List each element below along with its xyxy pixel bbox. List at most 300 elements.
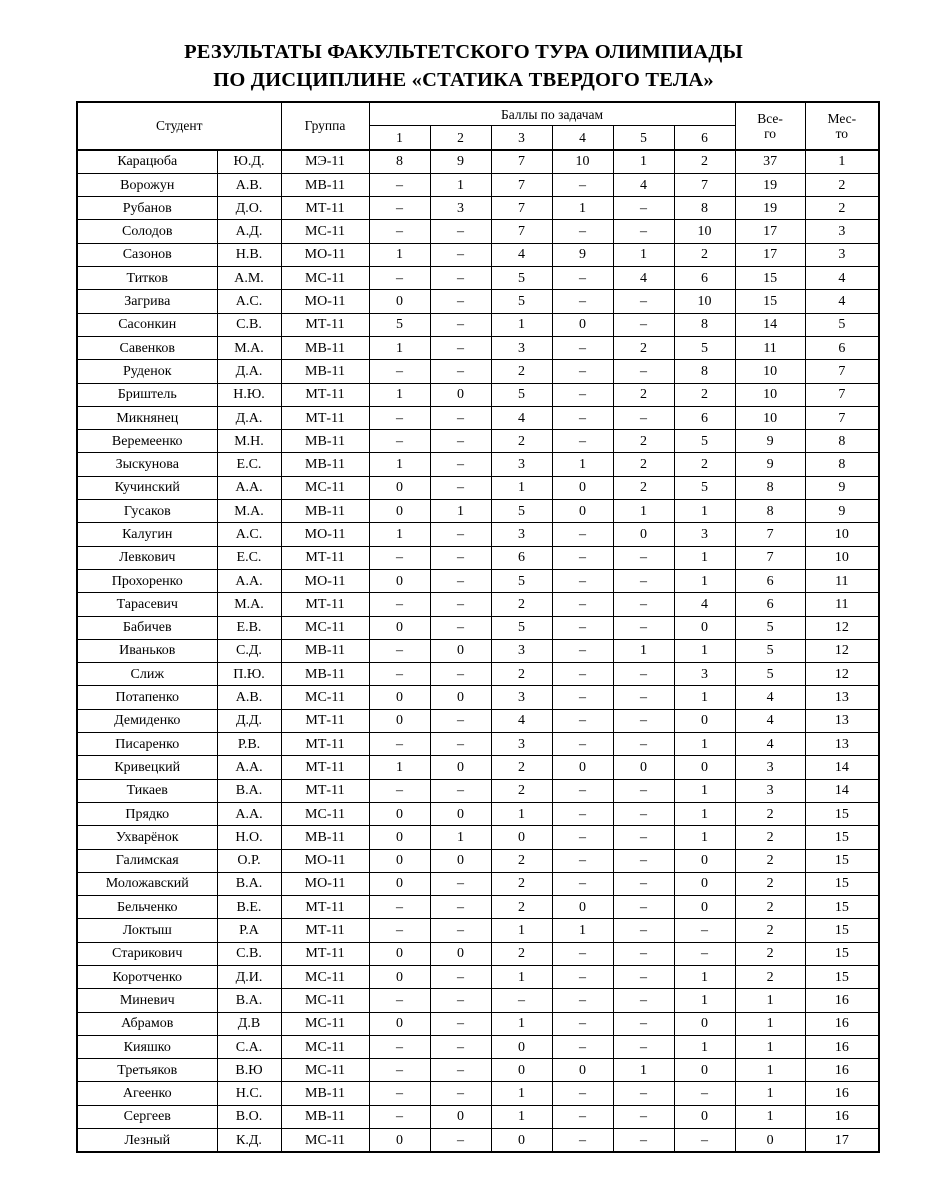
initials-cell: Р.А: [217, 919, 281, 942]
header-total-line1: Все-: [757, 110, 783, 126]
group-cell: МВ-11: [281, 663, 369, 686]
initials-cell: В.Е.: [217, 896, 281, 919]
initials-cell: А.А.: [217, 476, 281, 499]
place-cell: 5: [805, 313, 879, 336]
table-row: [77, 500, 879, 523]
task-4-cell: –: [552, 430, 613, 453]
total-cell: 6: [735, 593, 805, 616]
task-4-cell: –: [552, 383, 613, 406]
table-row: [77, 616, 879, 639]
task-3-cell: 2: [491, 849, 552, 872]
header-total-line2: го: [764, 125, 777, 141]
initials-cell: В.Ю: [217, 1059, 281, 1082]
task-4-cell: –: [552, 1035, 613, 1058]
total-cell: 0: [735, 1129, 805, 1153]
task-4-cell: –: [552, 406, 613, 429]
task-3-cell: 5: [491, 267, 552, 290]
task-2-cell: –: [430, 896, 491, 919]
task-2-cell: –: [430, 267, 491, 290]
task-6-cell: 1: [674, 639, 735, 662]
task-3-cell: 1: [491, 965, 552, 988]
surname-cell: Иваньков: [77, 639, 217, 662]
group-cell: МО-11: [281, 872, 369, 895]
task-2-cell: –: [430, 616, 491, 639]
total-cell: 19: [735, 173, 805, 196]
task-5-cell: –: [613, 989, 674, 1012]
header-place: [805, 102, 879, 150]
task-1-cell: –: [369, 779, 430, 802]
task-2-cell: –: [430, 1035, 491, 1058]
task-6-cell: 1: [674, 989, 735, 1012]
task-1-cell: 0: [369, 872, 430, 895]
table-row: [77, 593, 879, 616]
surname-cell: Бабичев: [77, 616, 217, 639]
task-4-cell: –: [552, 523, 613, 546]
place-cell: 15: [805, 896, 879, 919]
total-cell: 9: [735, 453, 805, 476]
task-1-cell: –: [369, 173, 430, 196]
task-4-cell: –: [552, 802, 613, 825]
task-5-cell: –: [613, 686, 674, 709]
surname-cell: Тарасевич: [77, 593, 217, 616]
place-cell: 12: [805, 616, 879, 639]
task-1-cell: 1: [369, 756, 430, 779]
table-row: [77, 476, 879, 499]
task-5-cell: –: [613, 1012, 674, 1035]
task-3-cell: –: [491, 989, 552, 1012]
task-1-cell: –: [369, 919, 430, 942]
place-cell: 10: [805, 546, 879, 569]
place-cell: 10: [805, 523, 879, 546]
task-3-cell: 0: [491, 1059, 552, 1082]
task-5-cell: –: [613, 709, 674, 732]
surname-cell: Сазонов: [77, 243, 217, 266]
task-3-cell: 1: [491, 313, 552, 336]
surname-cell: Прохоренко: [77, 569, 217, 592]
group-cell: МС-11: [281, 616, 369, 639]
task-6-cell: 1: [674, 686, 735, 709]
group-cell: МВ-11: [281, 360, 369, 383]
task-5-cell: 4: [613, 267, 674, 290]
task-6-cell: 2: [674, 453, 735, 476]
total-cell: 1: [735, 989, 805, 1012]
task-5-cell: 2: [613, 430, 674, 453]
task-2-cell: –: [430, 243, 491, 266]
header-task-3: 3: [491, 126, 552, 150]
group-cell: МТ-11: [281, 406, 369, 429]
task-3-cell: 1: [491, 919, 552, 942]
task-2-cell: 9: [430, 150, 491, 174]
task-6-cell: 1: [674, 802, 735, 825]
task-4-cell: –: [552, 173, 613, 196]
task-5-cell: –: [613, 896, 674, 919]
task-3-cell: 3: [491, 733, 552, 756]
task-4-cell: 0: [552, 476, 613, 499]
task-5-cell: –: [613, 360, 674, 383]
place-cell: 1: [805, 150, 879, 174]
surname-cell: Агеенко: [77, 1082, 217, 1105]
table-row: [77, 406, 879, 429]
task-4-cell: –: [552, 942, 613, 965]
task-1-cell: –: [369, 989, 430, 1012]
task-3-cell: 4: [491, 709, 552, 732]
place-cell: 7: [805, 383, 879, 406]
initials-cell: А.С.: [217, 523, 281, 546]
task-3-cell: 7: [491, 150, 552, 174]
surname-cell: Кучинский: [77, 476, 217, 499]
task-3-cell: 7: [491, 220, 552, 243]
task-5-cell: –: [613, 546, 674, 569]
total-cell: 1: [735, 1012, 805, 1035]
task-2-cell: 1: [430, 173, 491, 196]
task-5-cell: –: [613, 779, 674, 802]
place-cell: 4: [805, 267, 879, 290]
task-3-cell: 5: [491, 500, 552, 523]
task-2-cell: –: [430, 663, 491, 686]
task-6-cell: 1: [674, 569, 735, 592]
task-4-cell: –: [552, 989, 613, 1012]
group-cell: МВ-11: [281, 826, 369, 849]
task-2-cell: –: [430, 709, 491, 732]
task-3-cell: 2: [491, 872, 552, 895]
initials-cell: Д.И.: [217, 965, 281, 988]
initials-cell: А.С.: [217, 290, 281, 313]
initials-cell: М.А.: [217, 500, 281, 523]
task-6-cell: 1: [674, 733, 735, 756]
task-3-cell: 1: [491, 1012, 552, 1035]
task-5-cell: –: [613, 733, 674, 756]
task-4-cell: –: [552, 733, 613, 756]
group-cell: МС-11: [281, 220, 369, 243]
table-row: [77, 756, 879, 779]
surname-cell: Сасонкин: [77, 313, 217, 336]
initials-cell: П.Ю.: [217, 663, 281, 686]
task-1-cell: –: [369, 360, 430, 383]
task-6-cell: –: [674, 1082, 735, 1105]
task-6-cell: –: [674, 919, 735, 942]
table-row: [77, 336, 879, 359]
table-row: [77, 1012, 879, 1035]
task-1-cell: –: [369, 733, 430, 756]
task-3-cell: 1: [491, 1082, 552, 1105]
surname-cell: Слиж: [77, 663, 217, 686]
surname-cell: Писаренко: [77, 733, 217, 756]
task-3-cell: 2: [491, 663, 552, 686]
task-5-cell: 1: [613, 1059, 674, 1082]
task-1-cell: –: [369, 546, 430, 569]
task-2-cell: –: [430, 406, 491, 429]
table-row: [77, 290, 879, 313]
task-2-cell: –: [430, 430, 491, 453]
task-2-cell: 1: [430, 500, 491, 523]
total-cell: 19: [735, 197, 805, 220]
task-2-cell: –: [430, 1082, 491, 1105]
title-line-2: ПО ДИСЦИПЛИНЕ «СТАТИКА ТВЕРДОГО ТЕЛА»: [213, 69, 714, 91]
task-3-cell: 0: [491, 1129, 552, 1153]
task-2-cell: –: [430, 872, 491, 895]
total-cell: 2: [735, 872, 805, 895]
task-1-cell: –: [369, 197, 430, 220]
table-row: [77, 197, 879, 220]
task-1-cell: 0: [369, 500, 430, 523]
task-2-cell: –: [430, 476, 491, 499]
task-2-cell: 0: [430, 942, 491, 965]
group-cell: МТ-11: [281, 896, 369, 919]
table-row: [77, 220, 879, 243]
task-5-cell: 2: [613, 476, 674, 499]
place-cell: 8: [805, 453, 879, 476]
task-5-cell: 1: [613, 150, 674, 174]
task-5-cell: 2: [613, 383, 674, 406]
place-cell: 16: [805, 1012, 879, 1035]
task-2-cell: –: [430, 546, 491, 569]
initials-cell: В.А.: [217, 989, 281, 1012]
surname-cell: Зыскунова: [77, 453, 217, 476]
header-task-2: 2: [430, 126, 491, 150]
task-1-cell: –: [369, 430, 430, 453]
group-cell: МТ-11: [281, 313, 369, 336]
place-cell: 7: [805, 360, 879, 383]
title-line-1: РЕЗУЛЬТАТЫ ФАКУЛЬТЕТСКОГО ТУРА ОЛИМПИАДЫ: [184, 41, 743, 63]
header-task-4: 4: [552, 126, 613, 150]
table-row: [77, 569, 879, 592]
task-3-cell: 2: [491, 360, 552, 383]
group-cell: МО-11: [281, 849, 369, 872]
surname-cell: Локтыш: [77, 919, 217, 942]
surname-cell: Калугин: [77, 523, 217, 546]
surname-cell: Солодов: [77, 220, 217, 243]
table-row: [77, 896, 879, 919]
total-cell: 11: [735, 336, 805, 359]
task-4-cell: 0: [552, 1059, 613, 1082]
task-3-cell: 4: [491, 406, 552, 429]
table-row: [77, 872, 879, 895]
table-row: [77, 430, 879, 453]
table-row: [77, 919, 879, 942]
task-1-cell: 8: [369, 150, 430, 174]
group-cell: МВ-11: [281, 1105, 369, 1128]
task-2-cell: –: [430, 919, 491, 942]
task-6-cell: –: [674, 942, 735, 965]
place-cell: 13: [805, 733, 879, 756]
task-2-cell: –: [430, 569, 491, 592]
surname-cell: Ухварёнок: [77, 826, 217, 849]
header-task-6: 6: [674, 126, 735, 150]
surname-cell: Левкович: [77, 546, 217, 569]
total-cell: 17: [735, 220, 805, 243]
place-cell: 15: [805, 826, 879, 849]
task-5-cell: 0: [613, 756, 674, 779]
task-6-cell: 1: [674, 965, 735, 988]
surname-cell: Кияшко: [77, 1035, 217, 1058]
task-2-cell: –: [430, 360, 491, 383]
group-cell: МС-11: [281, 1129, 369, 1153]
task-2-cell: 0: [430, 383, 491, 406]
task-3-cell: 4: [491, 243, 552, 266]
task-6-cell: 0: [674, 1059, 735, 1082]
place-cell: 15: [805, 942, 879, 965]
task-4-cell: 1: [552, 919, 613, 942]
task-3-cell: 2: [491, 430, 552, 453]
task-4-cell: –: [552, 1012, 613, 1035]
task-5-cell: –: [613, 593, 674, 616]
task-3-cell: 1: [491, 476, 552, 499]
initials-cell: С.В.: [217, 313, 281, 336]
initials-cell: Н.О.: [217, 826, 281, 849]
task-2-cell: 0: [430, 756, 491, 779]
task-5-cell: 1: [613, 500, 674, 523]
group-cell: МВ-11: [281, 500, 369, 523]
place-cell: 14: [805, 756, 879, 779]
group-cell: МТ-11: [281, 779, 369, 802]
results-body: [77, 150, 879, 1153]
task-2-cell: 0: [430, 849, 491, 872]
place-cell: 9: [805, 476, 879, 499]
task-3-cell: 6: [491, 546, 552, 569]
task-5-cell: –: [613, 1105, 674, 1128]
task-6-cell: 0: [674, 1105, 735, 1128]
place-cell: 16: [805, 1082, 879, 1105]
surname-cell: Ворожун: [77, 173, 217, 196]
task-2-cell: –: [430, 336, 491, 359]
surname-cell: Коротченко: [77, 965, 217, 988]
task-4-cell: –: [552, 965, 613, 988]
task-1-cell: 0: [369, 965, 430, 988]
task-1-cell: 0: [369, 569, 430, 592]
table-row: [77, 686, 879, 709]
task-1-cell: 5: [369, 313, 430, 336]
task-5-cell: –: [613, 802, 674, 825]
total-cell: 8: [735, 476, 805, 499]
task-5-cell: 2: [613, 453, 674, 476]
table-row: [77, 453, 879, 476]
task-2-cell: –: [430, 965, 491, 988]
surname-cell: Третьяков: [77, 1059, 217, 1082]
group-cell: МЭ-11: [281, 150, 369, 174]
task-5-cell: –: [613, 313, 674, 336]
task-1-cell: –: [369, 1082, 430, 1105]
initials-cell: Е.В.: [217, 616, 281, 639]
task-2-cell: –: [430, 313, 491, 336]
total-cell: 5: [735, 616, 805, 639]
table-row: [77, 849, 879, 872]
total-cell: 6: [735, 569, 805, 592]
place-cell: 11: [805, 569, 879, 592]
group-cell: МТ-11: [281, 197, 369, 220]
total-cell: 37: [735, 150, 805, 174]
task-5-cell: –: [613, 616, 674, 639]
task-4-cell: –: [552, 663, 613, 686]
header-place-line1: Мес-: [827, 110, 857, 126]
place-cell: 2: [805, 197, 879, 220]
table-row: [77, 1035, 879, 1058]
task-2-cell: –: [430, 1059, 491, 1082]
task-1-cell: –: [369, 896, 430, 919]
surname-cell: Старикович: [77, 942, 217, 965]
initials-cell: Д.А.: [217, 360, 281, 383]
total-cell: 8: [735, 500, 805, 523]
group-cell: МВ-11: [281, 430, 369, 453]
task-1-cell: –: [369, 1059, 430, 1082]
group-cell: МВ-11: [281, 453, 369, 476]
place-cell: 8: [805, 430, 879, 453]
table-row: [77, 243, 879, 266]
task-1-cell: –: [369, 406, 430, 429]
task-3-cell: 0: [491, 826, 552, 849]
place-cell: 16: [805, 1035, 879, 1058]
initials-cell: Д.О.: [217, 197, 281, 220]
table-row: [77, 1129, 879, 1153]
surname-cell: Гусаков: [77, 500, 217, 523]
group-cell: МС-11: [281, 686, 369, 709]
total-cell: 15: [735, 267, 805, 290]
task-1-cell: 0: [369, 290, 430, 313]
task-4-cell: –: [552, 1082, 613, 1105]
initials-cell: М.Н.: [217, 430, 281, 453]
task-6-cell: 2: [674, 383, 735, 406]
surname-cell: Моложавский: [77, 872, 217, 895]
task-5-cell: –: [613, 569, 674, 592]
surname-cell: Бриштель: [77, 383, 217, 406]
task-4-cell: 0: [552, 500, 613, 523]
total-cell: 2: [735, 919, 805, 942]
task-6-cell: 5: [674, 476, 735, 499]
task-6-cell: 8: [674, 360, 735, 383]
initials-cell: А.А.: [217, 569, 281, 592]
task-3-cell: 3: [491, 336, 552, 359]
header-task-1: 1: [369, 126, 430, 150]
task-5-cell: –: [613, 406, 674, 429]
task-1-cell: 0: [369, 849, 430, 872]
total-cell: 4: [735, 709, 805, 732]
task-5-cell: 0: [613, 523, 674, 546]
task-4-cell: –: [552, 336, 613, 359]
initials-cell: Ю.Д.: [217, 150, 281, 174]
total-cell: 1: [735, 1035, 805, 1058]
task-1-cell: 1: [369, 336, 430, 359]
group-cell: МТ-11: [281, 733, 369, 756]
surname-cell: Прядко: [77, 802, 217, 825]
task-6-cell: 0: [674, 896, 735, 919]
task-5-cell: –: [613, 872, 674, 895]
initials-cell: Н.Ю.: [217, 383, 281, 406]
place-cell: 15: [805, 965, 879, 988]
task-1-cell: –: [369, 267, 430, 290]
surname-cell: Потапенко: [77, 686, 217, 709]
initials-cell: О.Р.: [217, 849, 281, 872]
place-cell: 12: [805, 663, 879, 686]
task-1-cell: –: [369, 639, 430, 662]
group-cell: МС-11: [281, 1012, 369, 1035]
place-cell: 12: [805, 639, 879, 662]
initials-cell: М.А.: [217, 336, 281, 359]
total-cell: 10: [735, 383, 805, 406]
place-cell: 15: [805, 919, 879, 942]
group-cell: МС-11: [281, 965, 369, 988]
surname-cell: Руденок: [77, 360, 217, 383]
surname-cell: Абрамов: [77, 1012, 217, 1035]
task-1-cell: 1: [369, 453, 430, 476]
results-table: [76, 101, 880, 1153]
task-4-cell: –: [552, 616, 613, 639]
group-cell: МО-11: [281, 523, 369, 546]
task-1-cell: 1: [369, 383, 430, 406]
total-cell: 3: [735, 779, 805, 802]
total-cell: 2: [735, 896, 805, 919]
task-6-cell: 0: [674, 756, 735, 779]
group-cell: МВ-11: [281, 639, 369, 662]
initials-cell: К.Д.: [217, 1129, 281, 1153]
